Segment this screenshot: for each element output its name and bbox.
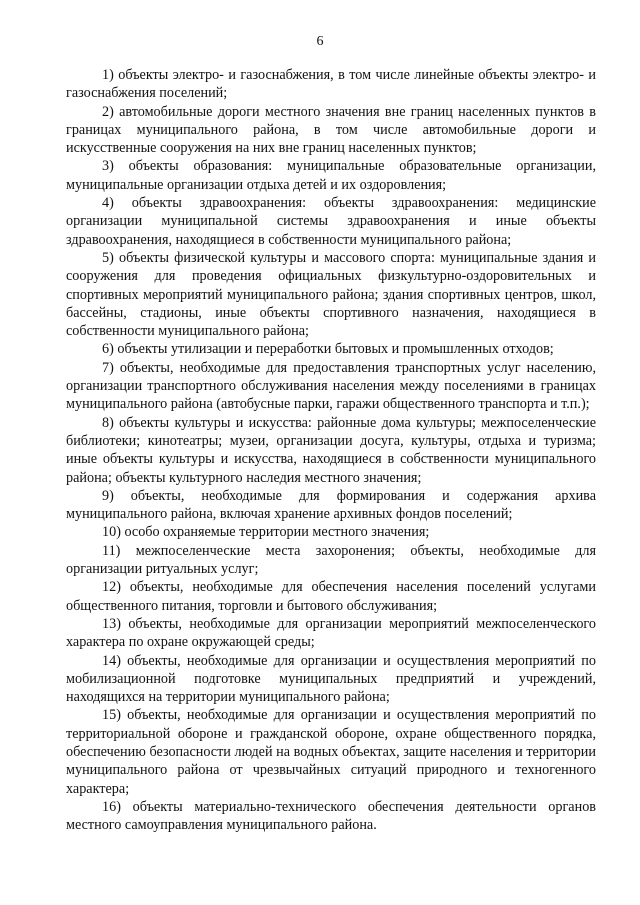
- list-item: 13) объекты, необходимые для организации мероприятий межпоселенческого характера по охране окружающей среды;: [66, 615, 596, 651]
- list-item: 15) объекты, необходимые для организации и осуществления мероприятий по территориальной обороне и гражданской обороне, охране общественного порядка, обеспечению безопасности людей на водных объектах, защите населения и территории муниципального района от чрезвычайных ситуаций природного и техногенного характера;: [66, 707, 596, 797]
- list-item: 12) объекты, необходимые для обеспечения населения поселений услугами общественного питания, торговли и бытового обслуживания;: [66, 579, 596, 614]
- list-item: 5) объекты физической культуры и массового спорта: муниципальные здания и сооружения для проведения официальных физкультурно-оздоровительных и спортивных мероприятий муниципального района; здания спортивных центров, школ, бассейны, стадионы, иные объекты спортивного назначения, находящиеся в собственности муниципального района;: [66, 249, 596, 340]
- list-item: 16) объекты материально-технического обеспечения деятельности органов местного самоуправления муниципального района.: [66, 798, 596, 834]
- list-item: 6) объекты утилизации и переработки бытовых и промышленных отходов;: [102, 341, 554, 358]
- list-item: 4) объекты здравоохранения: объекты здравоохранения: медицинские организации муниципальной системы здравоохранения и иные объекты здравоохранения, находящиеся в собственности муниципального района;: [66, 195, 596, 248]
- list-item: 9) объекты, необходимые для формирования и содержания архива муниципального района, включая хранение архивных фондов поселений;: [66, 487, 596, 523]
- list-item: 8) объекты культуры и искусства: районные дома культуры; межпоселенческие библиотеки; кинотеатры; музеи, организации досуга, культуры, отдыха и туризма; иные объекты культуры и искусства, находящиеся в собственности муниципального района; объекты культурного наследия местного значения;: [66, 414, 596, 486]
- list-item: 1) объекты электро- и газоснабжения, в том числе линейные объекты электро- и газоснабжения поселений;: [66, 67, 596, 102]
- list-item: 11) межпоселенческие места захоронения; объекты, необходимые для организации ритуальных услуг;: [66, 542, 596, 578]
- list-item: 7) объекты, необходимые для предоставления транспортных услуг населению, организации транспортного обслуживания населения между поселениями в границах муниципального района (автобусные парки, гаражи общественного транспорта и т.п.);: [66, 359, 596, 413]
- list-item: 2) автомобильные дороги местного значения вне границ населенных пунктов в границах муниципального района, в том числе автомобильные дороги и искусственные сооружения на них вне границ населенных пунктов;: [66, 103, 596, 157]
- list-item: 14) объекты, необходимые для организации и осуществления мероприятий по мобилизационной подготовке муниципальных предприятий и учреждений, находящихся на территории муниципального района;: [66, 652, 596, 706]
- list-item: 10) особо охраняемые территории местного значения;: [102, 524, 430, 541]
- page-number: 6: [316, 34, 324, 49]
- document-body: [66, 66, 596, 834]
- list-item: 3) объекты образования: муниципальные образовательные организации, муниципальные организации отдыха детей и их оздоровления;: [66, 158, 596, 193]
